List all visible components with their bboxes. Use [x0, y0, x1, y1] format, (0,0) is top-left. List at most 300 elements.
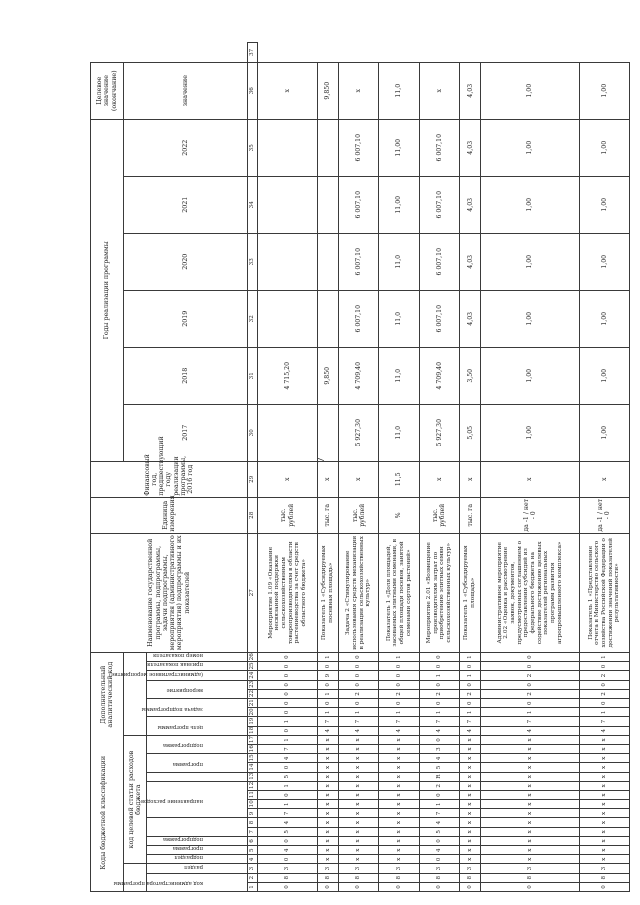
- code-cell: x: [338, 809, 378, 818]
- code-column-label: мероприятие: [166, 687, 204, 694]
- code-column-label: подпрограмма: [163, 742, 204, 749]
- year-value-cell: [318, 176, 339, 233]
- code-cell: 4: [419, 818, 459, 827]
- code-cell: 0: [481, 652, 580, 662]
- code-column-header: [147, 735, 248, 753]
- table-row: [460, 43, 481, 892]
- code-cell: 0: [318, 680, 339, 689]
- code-cell: x: [481, 818, 580, 827]
- code-cell: 0: [481, 662, 580, 671]
- year-value-cell: 11,0: [379, 233, 419, 290]
- code-cell: 4: [258, 818, 318, 827]
- code-cell: x: [579, 836, 629, 845]
- column-number: 33: [248, 233, 258, 290]
- code-cell: x: [379, 855, 419, 864]
- code-cell: x: [460, 754, 481, 763]
- page-number: 7: [317, 457, 327, 463]
- target-value-cell: 11,0: [379, 62, 419, 119]
- target-value-sub-header: значение: [124, 62, 248, 119]
- code-cell: 4: [258, 754, 318, 763]
- year-value-cell: 11,00: [379, 176, 419, 233]
- code-cell: x: [379, 745, 419, 754]
- code-cell: 0: [258, 671, 318, 680]
- code-cell: 2: [338, 689, 378, 698]
- code-cell: 0: [419, 699, 459, 708]
- year-value-cell: 1,00: [481, 119, 580, 176]
- code-cell: 3: [379, 864, 419, 873]
- code-cell: 0: [318, 699, 339, 708]
- code-cell: 5: [419, 763, 459, 772]
- code-cell: 2: [419, 689, 459, 698]
- column-number: 28: [248, 497, 258, 533]
- year-value-cell: 6 007,10: [338, 233, 378, 290]
- code-cell: 5: [419, 827, 459, 836]
- unit-cell: %: [379, 497, 419, 533]
- years-header: Годы реализации программы: [91, 119, 124, 461]
- code-cell: 3: [460, 864, 481, 873]
- code-cell: 0: [579, 882, 629, 891]
- financial-year-cell: x: [460, 461, 481, 497]
- code-cell: 8: [379, 873, 419, 882]
- code-cell: 1: [419, 708, 459, 717]
- year-value-cell: 4,03: [460, 290, 481, 347]
- item-name-cell: Мероприятие 1.09 «Оказание несвязанной поддержки сельскохозяйственным товаропроизводителям в области растениеводства за счет средств областного бюджета»: [258, 533, 318, 652]
- year-value-cell: 11,0: [379, 290, 419, 347]
- code-cell: 0: [258, 726, 318, 735]
- code-cell: x: [338, 827, 378, 836]
- code-cell: 2: [579, 671, 629, 680]
- additional-codes-label: Дополнительный аналитический код: [98, 661, 115, 728]
- code-cell: 8: [419, 873, 459, 882]
- code-cell: 0: [419, 855, 459, 864]
- column-number: 2: [248, 873, 258, 882]
- code-cell: 2: [379, 689, 419, 698]
- code-cell: x: [379, 827, 419, 836]
- code-cell: 4: [460, 726, 481, 735]
- code-column-header: [113, 873, 248, 891]
- code-cell: 0: [481, 680, 580, 689]
- year-value-cell: 1,00: [579, 119, 629, 176]
- code-cell: 0: [419, 680, 459, 689]
- budget-codes-label: Коды бюджетной классификации: [98, 755, 107, 870]
- year-value-cell: 1,00: [579, 290, 629, 347]
- code-column-label: признак показателя: [147, 661, 204, 668]
- code-cell: x: [460, 772, 481, 781]
- year-header: 2019: [124, 290, 248, 347]
- code-cell: 0: [419, 836, 459, 845]
- code-cell: x: [460, 818, 481, 827]
- code-column-header: [147, 864, 248, 873]
- code-cell: x: [460, 855, 481, 864]
- code-cell: 0: [419, 652, 459, 662]
- code-cell: x: [460, 800, 481, 809]
- code-column-label: цель программы: [157, 724, 204, 731]
- column-number: 1: [248, 882, 258, 891]
- table-row: [419, 43, 459, 892]
- code-cell: x: [338, 836, 378, 845]
- code-cell: 1: [318, 708, 339, 717]
- year-value-cell: 11,0: [379, 347, 419, 404]
- column-number: 29: [248, 461, 258, 497]
- code-column-label: раздел: [184, 863, 204, 870]
- table-row: [258, 43, 318, 892]
- column-number: 37: [248, 43, 258, 63]
- code-column-label: задача подпрограммы: [141, 705, 204, 712]
- code-cell: 0: [379, 662, 419, 671]
- column-number: 13: [248, 772, 258, 781]
- code-cell: 1: [460, 671, 481, 680]
- code-cell: 0: [460, 882, 481, 891]
- code-cell: 4: [419, 846, 459, 855]
- code-cell: 5: [258, 772, 318, 781]
- code-cell: x: [481, 836, 580, 845]
- code-cell: 2: [419, 781, 459, 790]
- code-cell: 7: [481, 717, 580, 726]
- year-value-cell: [318, 119, 339, 176]
- code-cell: 1: [258, 781, 318, 790]
- code-cell: x: [318, 800, 339, 809]
- code-cell: 0: [338, 652, 378, 662]
- code-column-header: [141, 699, 248, 717]
- code-cell: x: [460, 781, 481, 790]
- code-cell: x: [338, 772, 378, 781]
- code-cell: x: [481, 800, 580, 809]
- code-cell: x: [579, 809, 629, 818]
- code-cell: 1: [460, 652, 481, 662]
- code-cell: 7: [338, 717, 378, 726]
- code-column-header: [109, 670, 248, 680]
- code-cell: x: [318, 745, 339, 754]
- code-cell: 5: [258, 827, 318, 836]
- code-cell: x: [481, 763, 580, 772]
- code-cell: x: [318, 827, 339, 836]
- year-value-cell: 1,00: [579, 404, 629, 461]
- code-cell: 8: [338, 873, 378, 882]
- year-value-cell: [258, 176, 318, 233]
- code-cell: 3: [258, 864, 318, 873]
- code-cell: x: [579, 754, 629, 763]
- code-column-label: программа: [172, 760, 204, 767]
- column-number: 27: [248, 533, 258, 652]
- year-value-cell: 4 709,40: [419, 347, 459, 404]
- year-value-cell: 4 715,20: [258, 347, 318, 404]
- code-cell: 7: [460, 717, 481, 726]
- table-row: [579, 43, 629, 892]
- column-number: 26: [248, 652, 258, 662]
- code-cell: 1: [258, 800, 318, 809]
- financial-year-cell: x: [419, 461, 459, 497]
- year-value-cell: 5 927,30: [338, 404, 378, 461]
- financial-year-cell: x: [258, 461, 318, 497]
- code-cell: 0: [579, 662, 629, 671]
- column-number: 12: [248, 781, 258, 790]
- code-column-header: [147, 717, 248, 735]
- code-column-label: программа: [172, 845, 204, 852]
- column-number: 9: [248, 809, 258, 818]
- year-value-cell: 6 007,10: [338, 176, 378, 233]
- year-value-cell: 1,00: [481, 290, 580, 347]
- code-cell: 0: [338, 699, 378, 708]
- column-number: 15: [248, 754, 258, 763]
- financial-year-cell: x: [579, 461, 629, 497]
- column-number: 31: [248, 347, 258, 404]
- code-cell: 0: [318, 662, 339, 671]
- code-cell: x: [579, 855, 629, 864]
- column-number: 34: [248, 176, 258, 233]
- year-value-cell: 11,0: [379, 404, 419, 461]
- year-header: 2018: [124, 347, 248, 404]
- code-cell: 0: [379, 680, 419, 689]
- target-value-cell: x: [258, 62, 318, 119]
- code-cell: 0: [579, 680, 629, 689]
- code-cell: 8: [579, 873, 629, 882]
- code-cell: 7: [419, 717, 459, 726]
- year-value-cell: 1,00: [579, 233, 629, 290]
- column-number: 32: [248, 290, 258, 347]
- name-header: Наименование государственной программы, подпрограммы, задачи подпрограммы, мероприятия (административного мероприятия) подпрограммы и их показателей: [91, 533, 248, 652]
- code-cell: 0: [419, 882, 459, 891]
- code-cell: x: [379, 763, 419, 772]
- code-cell: x: [379, 735, 419, 744]
- year-value-cell: [258, 290, 318, 347]
- code-cell: 0: [338, 680, 378, 689]
- code-cell: x: [338, 735, 378, 744]
- year-value-cell: 6 007,10: [419, 233, 459, 290]
- code-cell: 0: [481, 699, 580, 708]
- code-cell: x: [338, 855, 378, 864]
- code-cell: 1: [379, 652, 419, 662]
- column-number: 8: [248, 818, 258, 827]
- code-cell: x: [379, 800, 419, 809]
- code-column-label: подраздел: [174, 854, 204, 861]
- unit-cell: да -1 / нет - 0: [481, 497, 580, 533]
- code-column-header: [147, 772, 248, 781]
- financial-year-cell: x: [481, 461, 580, 497]
- year-value-cell: [318, 404, 339, 461]
- code-cell: 1: [318, 689, 339, 698]
- code-cell: 4: [338, 726, 378, 735]
- code-cell: x: [338, 790, 378, 799]
- year-value-cell: 4,03: [460, 176, 481, 233]
- code-cell: 0: [379, 882, 419, 891]
- code-column-header: [147, 680, 248, 698]
- code-cell: 7: [258, 745, 318, 754]
- year-value-cell: 5,05: [460, 404, 481, 461]
- code-column-header: [147, 754, 248, 772]
- target-value-cell: x: [419, 62, 459, 119]
- code-cell: x: [481, 745, 580, 754]
- code-cell: 3: [419, 864, 459, 873]
- code-cell: 4: [318, 726, 339, 735]
- expense-article-codes-header: код целевой статьи расходов бюджета: [124, 735, 147, 864]
- code-cell: x: [481, 735, 580, 744]
- code-cell: x: [481, 790, 580, 799]
- code-cell: x: [318, 836, 339, 845]
- code-cell: 4: [419, 726, 459, 735]
- unit-header: Единица измерения: [91, 497, 248, 533]
- code-cell: x: [579, 846, 629, 855]
- code-cell: x: [379, 818, 419, 827]
- column-number: 36: [248, 62, 258, 119]
- code-cell: 0: [318, 882, 339, 891]
- column-number: 25: [248, 662, 258, 671]
- column-number: 22: [248, 689, 258, 698]
- year-value-cell: 6 007,10: [338, 119, 378, 176]
- column-number: 16: [248, 745, 258, 754]
- unit-cell: тыс. га: [460, 497, 481, 533]
- year-value-cell: 9,850: [318, 347, 339, 404]
- code-cell: 2: [481, 671, 580, 680]
- code-cell: x: [379, 836, 419, 845]
- code-cell: 0: [258, 652, 318, 662]
- financial-year-header: Финансовый год, предшествующий году реализации программы, 2016 год: [91, 461, 248, 497]
- target-value-cell: 9,850: [318, 62, 339, 119]
- code-cell: 4: [379, 726, 419, 735]
- code-cell: 0: [258, 699, 318, 708]
- code-cell: 0: [338, 882, 378, 891]
- unit-cell: тыс. рублей: [338, 497, 378, 533]
- year-value-cell: 11,00: [379, 119, 419, 176]
- code-cell: x: [318, 846, 339, 855]
- code-cell: 0: [338, 671, 378, 680]
- code-cell: 0: [258, 689, 318, 698]
- code-column-label: направление расходов: [141, 797, 204, 804]
- code-cell: x: [338, 754, 378, 763]
- unit-cell: тыс. рублей: [419, 497, 459, 533]
- code-cell: 1: [258, 735, 318, 744]
- code-cell: x: [460, 745, 481, 754]
- code-cell: 8: [258, 873, 318, 882]
- code-cell: 7: [318, 717, 339, 726]
- code-cell: x: [481, 754, 580, 763]
- year-value-cell: 4,03: [460, 233, 481, 290]
- code-cell: x: [579, 763, 629, 772]
- code-cell: x: [579, 827, 629, 836]
- column-number: 24: [248, 671, 258, 680]
- code-cell: x: [460, 735, 481, 744]
- code-cell: 8: [481, 873, 580, 882]
- code-cell: 1: [419, 671, 459, 680]
- code-cell: x: [379, 772, 419, 781]
- item-name-cell: Показатель 1 «Субсидируемая площадь»: [460, 533, 481, 652]
- code-cell: x: [579, 790, 629, 799]
- code-cell: x: [338, 763, 378, 772]
- code-cell: 0: [379, 671, 419, 680]
- item-name-cell: Показатель 1 «Представление отчета в Министерство сельского хозяйства Российской Федерации о достижении значений показателей результативности»: [579, 533, 629, 652]
- code-cell: 1: [258, 717, 318, 726]
- column-number: 4: [248, 855, 258, 864]
- year-value-cell: 4,03: [460, 119, 481, 176]
- code-cell: x: [579, 772, 629, 781]
- code-cell: 0: [481, 882, 580, 891]
- code-cell: 0: [258, 708, 318, 717]
- code-cell: x: [579, 800, 629, 809]
- code-cell: x: [481, 846, 580, 855]
- code-cell: 1: [579, 652, 629, 662]
- code-cell: 3: [419, 745, 459, 754]
- column-number: 21: [248, 699, 258, 708]
- code-column-label: подпрограмма: [163, 836, 204, 843]
- code-cell: x: [338, 781, 378, 790]
- year-value-cell: [258, 119, 318, 176]
- year-header: 2017: [124, 404, 248, 461]
- code-cell: 0: [258, 855, 318, 864]
- code-cell: x: [338, 800, 378, 809]
- year-value-cell: 6 007,10: [419, 119, 459, 176]
- code-cell: 1: [379, 708, 419, 717]
- column-number: 17: [248, 735, 258, 744]
- target-value-cell: 4,03: [460, 62, 481, 119]
- code-cell: x: [379, 781, 419, 790]
- code-cell: 3: [338, 864, 378, 873]
- code-cell: 7: [258, 809, 318, 818]
- code-column-label: номер показателя: [153, 652, 204, 659]
- column-number: 23: [248, 680, 258, 689]
- code-cell: x: [460, 836, 481, 845]
- code-cell: x: [318, 772, 339, 781]
- code-cell: x: [481, 772, 580, 781]
- year-header: 2021: [124, 176, 248, 233]
- code-column-header: [141, 781, 248, 818]
- code-cell: 3: [318, 864, 339, 873]
- year-value-cell: [318, 233, 339, 290]
- code-cell: 0: [460, 680, 481, 689]
- code-cell: 1: [460, 708, 481, 717]
- code-column-header: [147, 818, 248, 836]
- code-cell: x: [460, 846, 481, 855]
- column-number: 35: [248, 119, 258, 176]
- code-cell: x: [318, 855, 339, 864]
- code-cell: 2: [460, 689, 481, 698]
- year-header: 2020: [124, 233, 248, 290]
- financial-year-cell: x: [318, 461, 339, 497]
- code-cell: x: [338, 745, 378, 754]
- code-cell: 0: [379, 699, 419, 708]
- code-cell: x: [318, 781, 339, 790]
- table-row: [481, 43, 580, 892]
- rotated-table-sheet: [90, 42, 630, 892]
- code-cell: x: [579, 735, 629, 744]
- target-value-cell: 1,00: [481, 62, 580, 119]
- code-cell: 0: [258, 790, 318, 799]
- item-name-cell: Задача 2 «Стимулирование использования средств механизации в реализации сельскохозяйственных культур»: [338, 533, 378, 652]
- table-row: [379, 43, 419, 892]
- code-cell: x: [338, 818, 378, 827]
- column-number-row: [248, 43, 258, 892]
- column-number: 14: [248, 763, 258, 772]
- code-cell: 0: [419, 662, 459, 671]
- code-cell: 0: [258, 763, 318, 772]
- code-cell: 7: [579, 717, 629, 726]
- code-cell: x: [318, 735, 339, 744]
- year-value-cell: 5 927,30: [419, 404, 459, 461]
- code-cell: 0: [579, 699, 629, 708]
- code-cell: x: [318, 809, 339, 818]
- code-cell: 8: [460, 873, 481, 882]
- year-value-cell: 1,00: [481, 347, 580, 404]
- code-cell: x: [318, 754, 339, 763]
- code-cell: x: [338, 846, 378, 855]
- year-value-cell: 1,00: [579, 176, 629, 233]
- year-header: 2022: [124, 119, 248, 176]
- code-cell: x: [379, 790, 419, 799]
- year-value-cell: [258, 233, 318, 290]
- column-number: 18: [248, 726, 258, 735]
- code-cell: x: [460, 827, 481, 836]
- code-cell: x: [379, 846, 419, 855]
- year-value-cell: 1,00: [481, 404, 580, 461]
- item-name-cell: Показатель 1 «Доля площадей, засеваемых элитными семенами, в общей площади посевов, занятой семенами сортов растений»: [379, 533, 419, 652]
